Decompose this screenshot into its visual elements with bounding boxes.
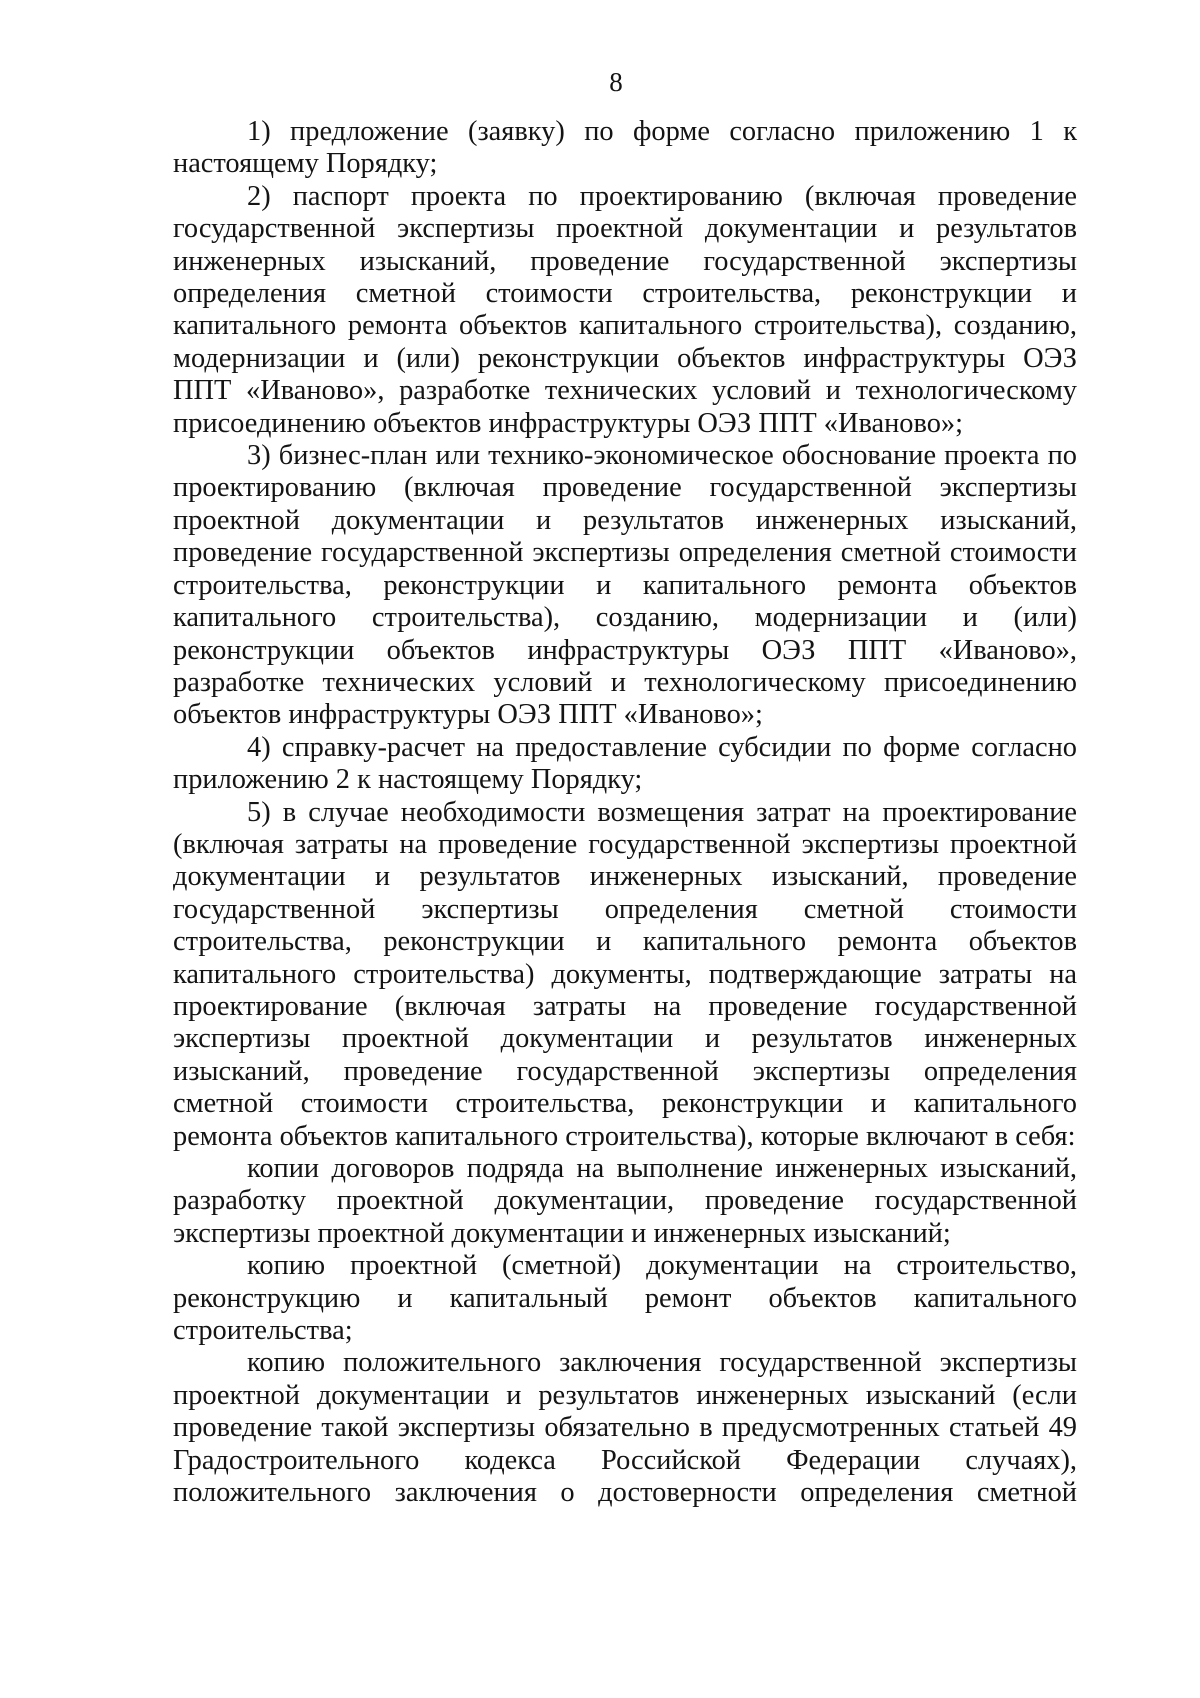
document-body [173,116,1077,1509]
paragraph-project-docs: копию проектной (сметной) документации на строительство, реконструкцию и капитальный ремонт объектов капитального строительства; [173,1250,1077,1347]
paragraph-item-5: 5) в случае необходимости возмещения затрат на проектирование (включая затраты на проведение государственной экспертизы проектной документации и результатов инженерных изысканий, проведение государственной экспертизы определения сметной стоимости строительства, реконструкции и капитального ремонта объектов капитального строительства) документы, подтверждающие затраты на проектирование (включая затраты на проведение государственной экспертизы проектной документации и результатов инженерных изысканий, проведение государственной экспертизы определения сметной стоимости строительства, реконструкции и капитального ремонта объектов капитального строительства), которые включают в себя: [173,796,1077,1152]
paragraph-item-2: 2) паспорт проекта по проектированию (включая проведение государственной экспертизы проектной документации и результатов инженерных изысканий, проведение государственной экспертизы определения сметной стоимости строительства, реконструкции и капитального ремонта объектов капитального строительства), созданию, модернизации и (или) реконструкции объектов инфраструктуры ОЭЗ ППТ «Иваново», разработке технических условий и технологическому присоединению объектов инфраструктуры ОЭЗ ППТ «Иваново»; [173,180,1077,439]
paragraph-item-4: 4) справку-расчет на предоставление субсидии по форме согласно приложению 2 к настоящему Порядку; [173,731,1077,796]
paragraph-expertise-conclusion: копию положительного заключения государственной экспертизы проектной документации и результатов инженерных изысканий (если проведение такой экспертизы обязательно в предусмотренных статьей 49 Градостроительного кодекса Российской Федерации случаях), положительного заключения о достоверности определения сметной [173,1347,1077,1509]
paragraph-item-3: 3) бизнес-план или технико-экономическое обоснование проекта по проектированию (включая проведение государственной экспертизы проектной документации и результатов инженерных изысканий, проведение государственной экспертизы определения сметной стоимости строительства, реконструкции и капитального ремонта объектов капитального строительства), созданию, модернизации и (или) реконструкции объектов инфраструктуры ОЭЗ ППТ «Иваново», разработке технических условий и технологическому присоединению объектов инфраструктуры ОЭЗ ППТ «Иваново»; [173,440,1077,731]
paragraph-item-1: 1) предложение (заявку) по форме согласно приложению 1 к настоящему Порядку; [173,116,1077,180]
page-number: 8 [609,67,623,97]
paragraph-contract-copies: копии договоров подряда на выполнение инженерных изысканий, разработку проектной документации, проведение государственной экспертизы проектной документации и инженерных изысканий; [173,1153,1077,1249]
